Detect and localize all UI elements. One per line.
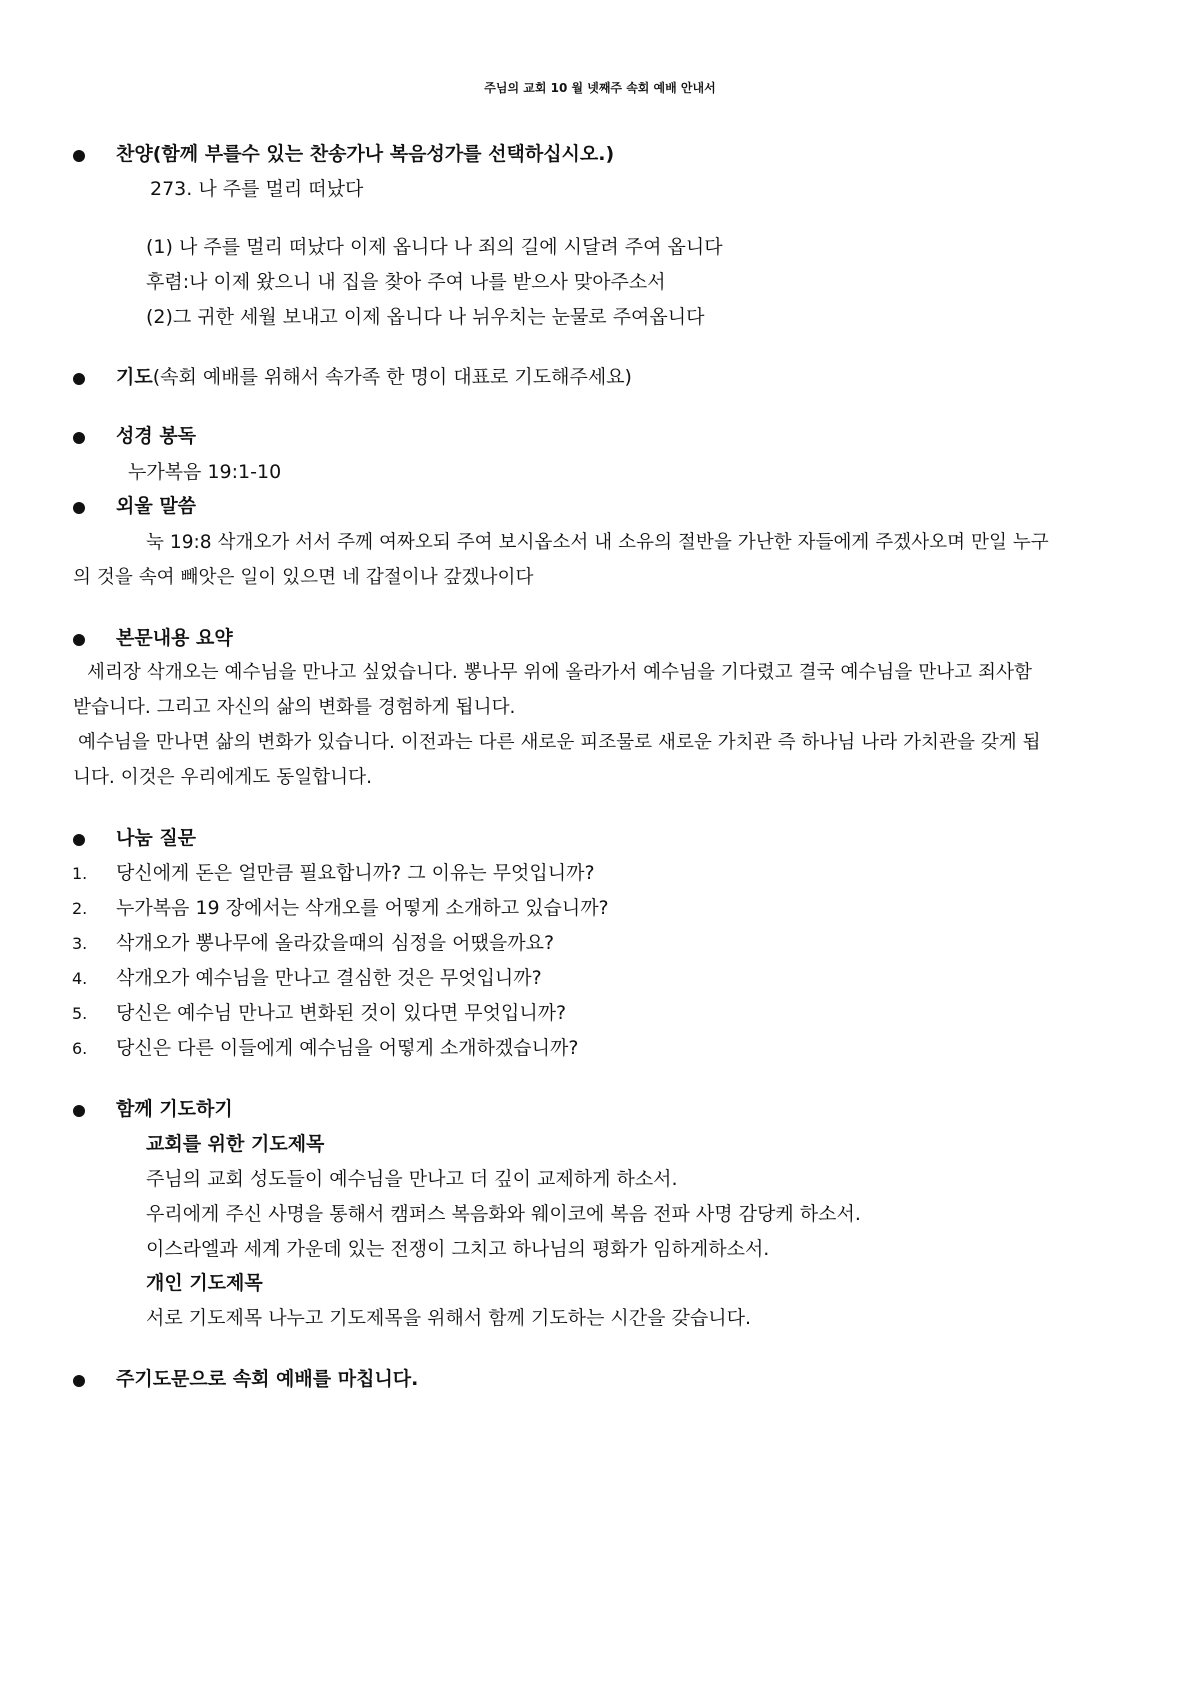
question-number: 5. xyxy=(72,1004,88,1023)
bullet-prayer xyxy=(73,373,85,385)
closing-heading: 주기도문으로 속회 예배를 마칩니다. xyxy=(116,1368,419,1390)
lyrics-line-1: (1) 나 주를 멀리 떠났다 이제 옵니다 나 죄의 길에 시달려 주여 옵니다 xyxy=(146,236,723,258)
praise-heading: 찬양(함께 부를수 있는 찬송가나 복음성가를 선택하십시오.) xyxy=(116,143,615,165)
memory-heading: 외울 말씀 xyxy=(116,495,197,517)
question-number: 6. xyxy=(72,1039,88,1058)
question-text: 당신은 다른 이들에게 예수님을 어떻게 소개하겠습니까? xyxy=(116,1037,579,1059)
document-title: 주님의 교회 10 월 넷째주 속회 예배 안내서 xyxy=(484,81,716,95)
question-number: 3. xyxy=(72,934,88,953)
prayer-heading-label: 기도 xyxy=(116,366,153,388)
hymn-title: 273. 나 주를 멀리 떠났다 xyxy=(150,178,364,200)
summary-line-3: 예수님을 만나면 삶의 변화가 있습니다. 이전과는 다른 새로운 피조물로 새로운 가치관 즉 하나님 나라 가치관을 갖게 됩 xyxy=(78,732,1041,753)
personal-prayer-item: 서로 기도제목 나누고 기도제목을 위해서 함께 기도하는 시간을 갖습니다. xyxy=(146,1307,751,1329)
question-text: 당신은 예수님 만나고 변화된 것이 있다면 무엇입니까? xyxy=(116,1002,567,1024)
memory-verse-line-2: 의 것을 속여 빼앗은 일이 있으면 네 갑절이나 갚겠나이다 xyxy=(73,567,534,588)
bullet-closing xyxy=(73,1375,85,1387)
question-text: 당신에게 돈은 얼만큼 필요합니까? 그 이유는 무엇입니까? xyxy=(116,862,595,884)
lyrics-refrain: 후렴:나 이제 왔으니 내 집을 찾아 주여 나를 받으사 맞아주소서 xyxy=(146,271,666,293)
bullet-praise xyxy=(73,150,85,162)
questions-heading: 나눔 질문 xyxy=(116,827,197,849)
bullet-questions xyxy=(73,834,85,846)
question-number: 4. xyxy=(72,969,88,988)
bullet-together xyxy=(73,1105,85,1117)
summary-heading: 본문내용 요약 xyxy=(116,627,233,649)
personal-prayer-heading: 개인 기도제목 xyxy=(146,1272,263,1294)
church-prayer-heading: 교회를 위한 기도제목 xyxy=(146,1133,325,1155)
church-prayer-item: 주님의 교회 성도들이 예수님을 만나고 더 깊이 교제하게 하소서. xyxy=(146,1168,678,1190)
summary-line-4: 니다. 이것은 우리에게도 동일합니다. xyxy=(73,767,372,788)
summary-line-2: 받습니다. 그리고 자신의 삶의 변화를 경험하게 됩니다. xyxy=(73,697,516,718)
summary-line-1: 세리장 삭개오는 예수님을 만나고 싶었습니다. 뽕나무 위에 올라가서 예수님을 기다렸고 결국 예수님을 만나고 죄사함 xyxy=(87,662,1032,683)
bullet-reading xyxy=(73,432,85,444)
question-text: 삭개오가 뽕나무에 올라갔을때의 심정을 어땠을까요? xyxy=(116,932,555,954)
question-number: 2. xyxy=(72,899,88,918)
together-heading: 함께 기도하기 xyxy=(116,1098,233,1120)
memory-verse-line-1: 눅 19:8 삭개오가 서서 주께 여짜오되 주여 보시옵소서 내 소유의 절반을 가난한 자들에게 주겠사오며 만일 누구 xyxy=(146,532,1049,553)
prayer-heading xyxy=(116,368,632,387)
bullet-summary xyxy=(73,634,85,646)
bullet-memory xyxy=(73,502,85,514)
question-text: 누가복음 19 장에서는 삭개오를 어떻게 소개하고 있습니까? xyxy=(116,897,609,919)
lyrics-line-2: (2)그 귀한 세월 보내고 이제 옵니다 나 뉘우치는 눈물로 주여옵니다 xyxy=(146,306,705,328)
prayer-heading-note: (속회 예배를 위해서 속가족 한 명이 대표로 기도해주세요) xyxy=(152,366,632,388)
church-prayer-item: 이스라엘과 세계 가운데 있는 전쟁이 그치고 하나님의 평화가 임하게하소서. xyxy=(146,1238,770,1260)
reading-passage: 누가복음 19:1-10 xyxy=(128,461,282,483)
church-prayer-item: 우리에게 주신 사명을 통해서 캠퍼스 복음화와 웨이코에 복음 전파 사명 감당케 하소서. xyxy=(146,1203,861,1225)
reading-heading: 성경 봉독 xyxy=(116,425,197,447)
question-number: 1. xyxy=(72,864,88,883)
question-text: 삭개오가 예수님을 만나고 결심한 것은 무엇입니까? xyxy=(116,967,542,989)
